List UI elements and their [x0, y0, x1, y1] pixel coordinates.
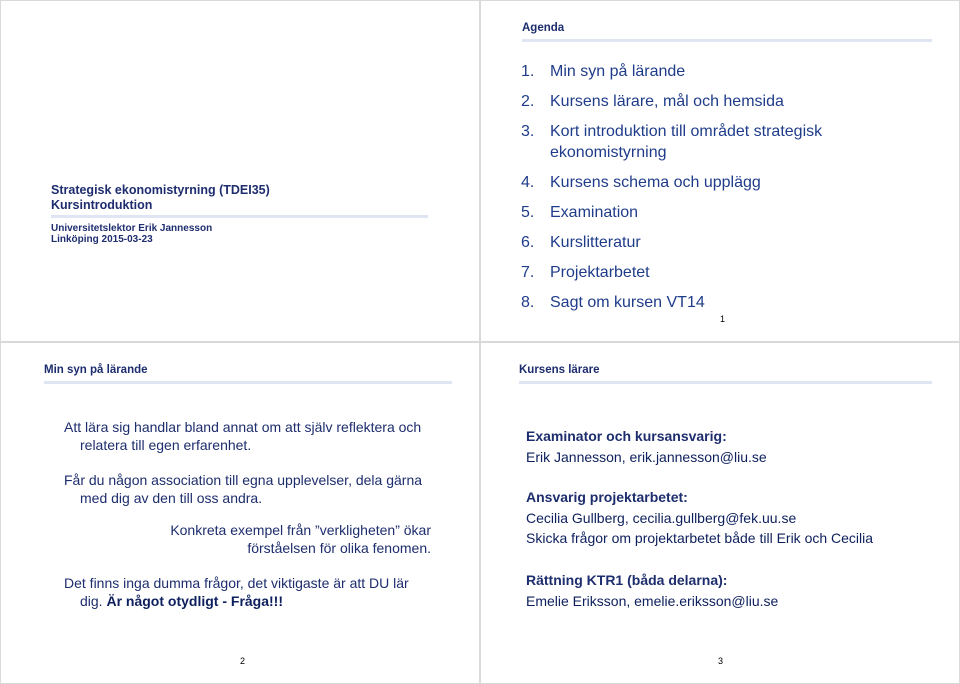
agenda-number: 8.	[521, 294, 535, 311]
agenda-text: Kursens lärare, mål och hemsida	[550, 93, 784, 110]
text-line	[64, 592, 464, 610]
text-line: Får du någon association till egna upplevelser, dela gärna	[64, 472, 423, 488]
slide-heading: Agenda	[522, 22, 565, 34]
slide-heading: Kursens lärare	[519, 364, 600, 376]
agenda-item	[521, 202, 901, 223]
agenda-number: 7.	[521, 264, 535, 281]
slide-heading: Min syn på lärande	[44, 364, 148, 376]
agenda-number: 2.	[521, 93, 535, 110]
project-note: Skicka frågor om projektarbetet både till Erik och Cecilia	[526, 530, 874, 546]
course-subtitle: Kursintroduktion	[51, 198, 153, 212]
page-number: 2	[240, 656, 246, 666]
slide-agenda	[480, 0, 960, 342]
paragraph-association	[64, 471, 464, 507]
agenda-item	[521, 232, 901, 253]
examiner-label: Examinator och kursansvarig:	[526, 428, 727, 444]
heading-divider	[522, 39, 932, 42]
text-line: med dig av den till oss andra.	[80, 490, 263, 506]
agenda-number: 5.	[521, 204, 535, 221]
agenda-text: Min syn på lärande	[550, 63, 686, 80]
text-line: Det finns inga dumma frågor, det viktigaste är att DU lär	[64, 575, 409, 591]
project-value: Cecilia Gullberg, cecilia.gullberg@fek.uu.se	[526, 510, 797, 526]
agenda-text: Projektarbetet	[550, 264, 650, 281]
heading-divider	[519, 381, 932, 384]
agenda-text: Kurslitteratur	[550, 234, 641, 251]
text-line: Konkreta exempel från ”verkligheten” ökar	[170, 522, 431, 538]
agenda-item	[521, 91, 901, 112]
title-divider	[51, 215, 428, 218]
page-number: 1	[720, 314, 726, 324]
agenda-number: 1.	[521, 63, 535, 80]
agenda-item	[521, 121, 901, 163]
emphasis-text: Är något otydligt - Fråga!!!	[106, 593, 284, 609]
agenda-text: Kort introduktion till området strategisk ekonomistyrning	[550, 123, 823, 161]
agenda-text: Examination	[550, 204, 639, 221]
paragraph-reflection	[64, 418, 464, 454]
page-number: 3	[718, 656, 724, 666]
quote-examples	[131, 521, 431, 557]
grading-value: Emelie Eriksson, emelie.eriksson@liu.se	[526, 593, 779, 609]
agenda-item	[521, 262, 901, 283]
slide-title	[0, 0, 480, 342]
examiner-value: Erik Jannesson, erik.jannesson@liu.se	[526, 449, 767, 465]
text-prefix: dig.	[80, 593, 107, 609]
grading-label: Rättning KTR1 (båda delarna):	[526, 572, 728, 588]
agenda-number: 4.	[521, 174, 535, 191]
author: Universitetslektor Erik Jannesson	[51, 223, 213, 234]
paragraph-questions	[64, 574, 464, 610]
agenda-text: Sagt om kursen VT14	[550, 294, 705, 311]
agenda-list	[521, 61, 901, 322]
date: Linköping 2015-03-23	[51, 234, 153, 245]
agenda-item	[521, 172, 901, 193]
slide-teachers	[480, 342, 960, 684]
text-line: förståelsen för olika fenomen.	[247, 540, 431, 556]
slide-learning	[0, 342, 480, 684]
agenda-number: 6.	[521, 234, 535, 251]
agenda-text: Kursens schema och upplägg	[550, 174, 761, 191]
heading-divider	[44, 381, 452, 384]
project-label: Ansvarig projektarbetet:	[526, 489, 688, 505]
agenda-item	[521, 292, 901, 313]
agenda-item	[521, 61, 901, 82]
agenda-number: 3.	[521, 123, 535, 140]
text-line: Att lära sig handlar bland annat om att själv reflektera och	[64, 419, 422, 435]
course-title: Strategisk ekonomistyrning (TDEI35)	[51, 183, 270, 197]
text-line: relatera till egen erfarenhet.	[80, 437, 252, 453]
